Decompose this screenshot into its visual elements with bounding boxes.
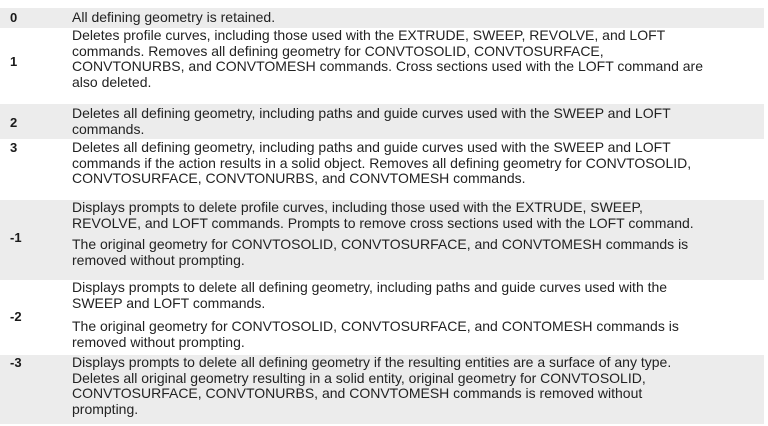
value-cell: 2 [10, 115, 18, 130]
table-row [0, 139, 764, 200]
table-row [0, 355, 764, 424]
value-cell: -1 [10, 230, 22, 245]
description-text: Displays prompts to delete all defining geometry if the resulting entities are a surface of any type. Deletes all original geometry resulting in a solid entity, original geometry for CONVTOSOLID, CONVTOSURFACE, CONVTONURBS, and CONVTOMESH commands is removed without prompting. [72, 354, 672, 418]
description-text: Displays prompts to delete all defining geometry, including paths and guide curves used with the SWEEP and LOFT commands. [72, 279, 668, 311]
value-cell: -2 [10, 309, 22, 324]
value-cell: 0 [10, 10, 18, 25]
table-row [0, 8, 764, 28]
description-cell [72, 280, 758, 351]
value-cell: -3 [10, 355, 22, 370]
description-text: Deletes profile curves, including those used with the EXTRUDE, SWEEP, REVOLVE, and LOFT commands. Removes all defining geometry for CONVTOSOLID, CONVTOSURFACE, CONVTONURBS, and CONVTOMESH commands. Cross sections used with the LOFT command are also deleted. [72, 27, 703, 91]
description-cell [72, 200, 758, 269]
description-text: Deletes all defining geometry, including paths and guide curves used with the SWEEP and LOFT commands. [72, 105, 671, 137]
description-cell [72, 28, 758, 91]
value-cell: 3 [10, 140, 18, 155]
description-text: The original geometry for CONVTOSOLID, CONVTOSURFACE, and CONVTOMESH commands is removed without prompting. [72, 236, 689, 269]
table-row [0, 200, 764, 280]
description-cell [72, 10, 758, 26]
description-text: Deletes all defining geometry, including paths and guide curves used with the SWEEP and LOFT commands if the action results in a solid object. Removes all defining geometry for CONVTOSOLID, CONVTOSURFACE, CONVTONURBS, and CONVTOMESH commands. [72, 139, 692, 187]
description-cell [72, 355, 758, 418]
table-row [0, 104, 764, 139]
description-text: Displays prompts to delete profile curves, including those used with the EXTRUDE, SWEEP, REVOLVE, and LOFT commands. Prompts to remove cross sections used with the LOFT command. [72, 199, 694, 231]
description-cell [72, 140, 758, 187]
table-row [0, 280, 764, 355]
value-cell: 1 [10, 54, 18, 69]
description-cell [72, 106, 758, 137]
description-text: All defining geometry is retained. [72, 9, 276, 25]
description-text: The original geometry for CONVTOSOLID, CONVTOSURFACE, and CONTOMESH commands is removed without prompting. [72, 318, 679, 351]
table-row [0, 28, 764, 104]
